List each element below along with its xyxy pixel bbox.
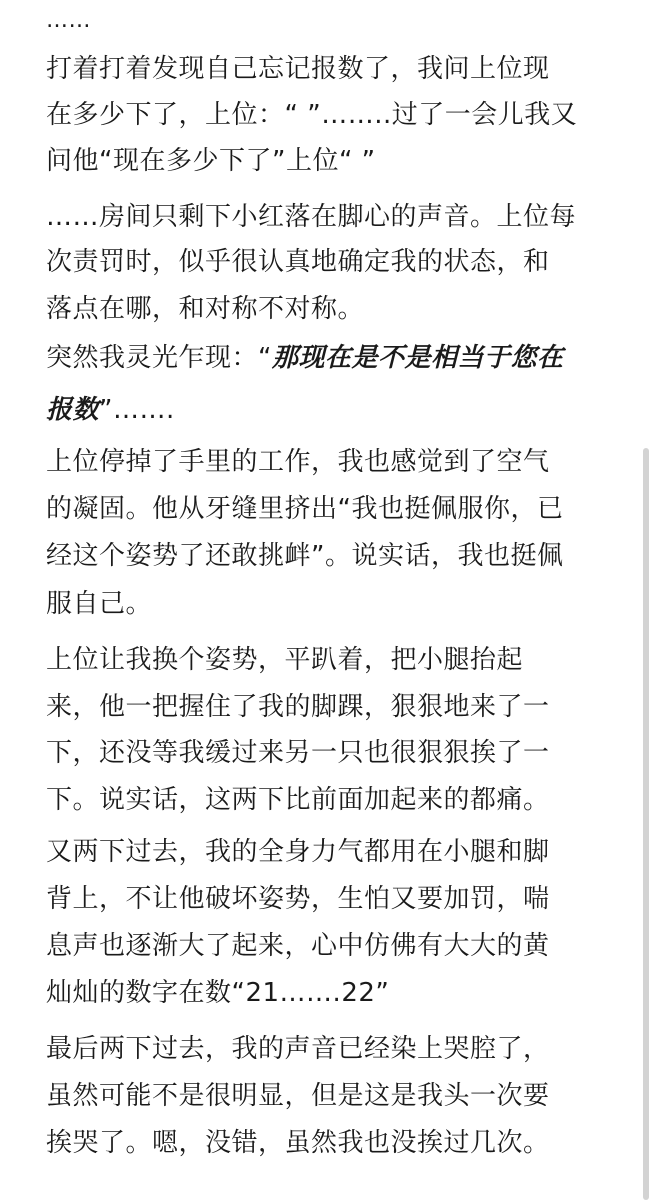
emphasized-text: 报数 <box>46 395 100 425</box>
text-line: 打着打着发现自己忘记报数了，我问上位现 <box>46 54 550 84</box>
text-line: ……房间只剩下小红落在脚心的声音。上位每 <box>46 202 577 232</box>
text-line <box>46 339 564 377</box>
text-line: 落点在哪，和对称不对称。 <box>46 294 365 324</box>
text-line: 来，他一把握住了我的脚踝，狠狠地来了一 <box>46 692 550 722</box>
text-line: 问他“现在多少下了”上位“ ” <box>46 146 376 176</box>
text-line: 挨哭了。嗯，没错，虽然我也没挨过几次。 <box>46 1128 550 1158</box>
text-line: 服自己。 <box>46 589 153 619</box>
text-line: 最后两下过去，我的声音已经染上哭腔了， <box>46 1034 550 1064</box>
text-line: 虽然可能不是很明显，但是这是我头一次要 <box>46 1081 550 1111</box>
text-line: 经这个姿势了还敢挑衅”。说实话，我也挺佩 <box>46 541 564 571</box>
emphasized-text: 那现在是不是相当于您在 <box>271 343 564 373</box>
text-line: …… <box>46 8 91 33</box>
text-line: 下。说实话，这两下比前面加起来的都痛。 <box>46 785 550 815</box>
text-line: 次责罚时，似乎很认真地确定我的状态，和 <box>46 247 550 277</box>
text-segment: 突然我灵光乍现：“ <box>46 343 272 373</box>
text-line: 上位停掉了手里的工作，我也感觉到了空气 <box>46 447 550 477</box>
text-line: 息声也逐渐大了起来，心中仿佛有大大的黄 <box>46 931 550 961</box>
text-line: 在多少下了，上位：“ ”……..过了一会儿我又 <box>46 100 578 130</box>
text-line: 背上，不让他破坏姿势，生怕又要加罚，喘 <box>46 884 550 914</box>
text-segment: ”……. <box>99 395 175 425</box>
text-line <box>46 391 175 429</box>
scrollbar-thumb[interactable] <box>643 448 649 1200</box>
text-line: 上位让我换个姿势，平趴着，把小腿抬起 <box>46 645 524 675</box>
text-line: 下，还没等我缓过来另一只也很狠狠挨了一 <box>46 738 550 768</box>
text-line: 灿灿的数字在数“21…….22” <box>46 978 390 1008</box>
text-line: 的凝固。他从牙缝里挤出“我也挺佩服你，已 <box>46 494 564 524</box>
text-line: 又两下过去，我的全身力气都用在小腿和脚 <box>46 837 550 867</box>
